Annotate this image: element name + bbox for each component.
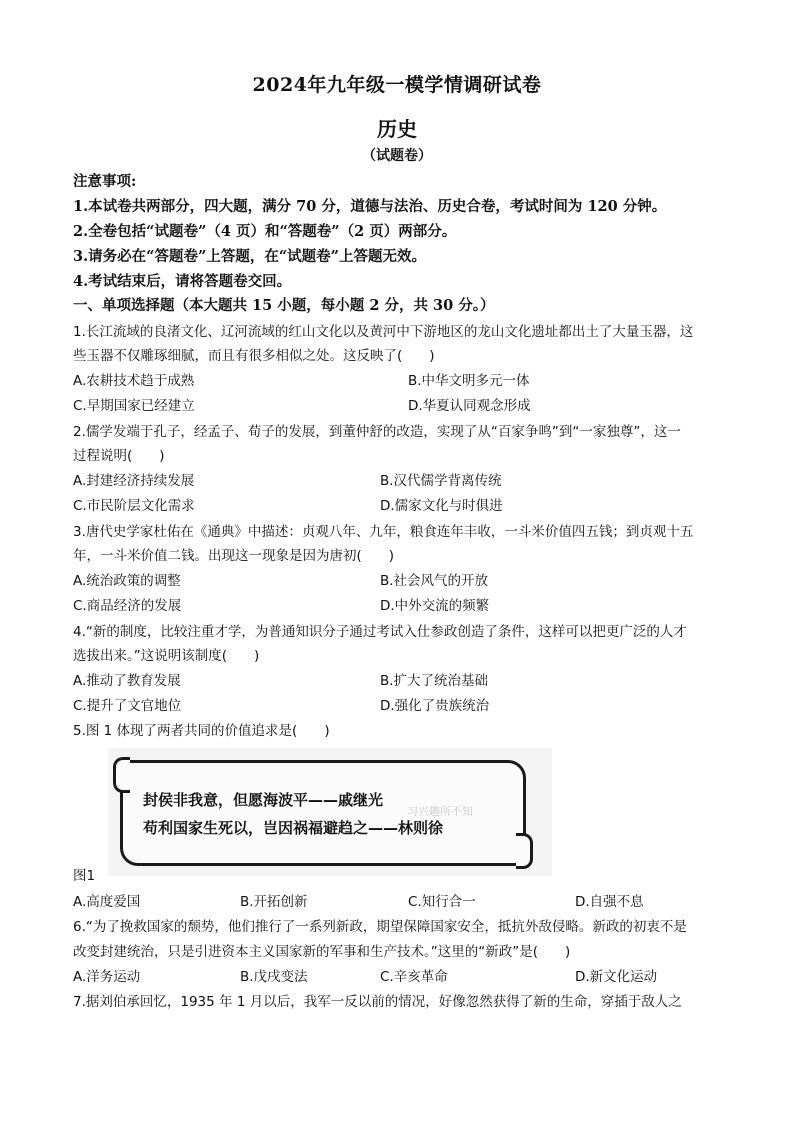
exam-title: 2024年九年级一模学情调研试卷 [252, 74, 542, 96]
option-c[interactable]: C.辛亥革命 [380, 969, 448, 985]
figure-1-scroll-image [108, 748, 552, 876]
option-c[interactable]: C.提升了文官地位 [73, 698, 182, 714]
option-a[interactable]: A.高度爱国 [73, 894, 141, 910]
question-text: 些玉器不仅雕琢细腻，而且有很多相似之处。这反映了( ) [73, 348, 435, 364]
question-text: 5.图 1 体现了两者共同的价值追求是( ) [73, 723, 330, 739]
figure-caption: 图1 [73, 868, 96, 884]
paper-type: （试题卷） [362, 148, 432, 164]
option-d[interactable]: D.华夏认同观念形成 [408, 398, 531, 414]
option-d[interactable]: D.自强不息 [575, 894, 644, 910]
option-b[interactable]: B.社会风气的开放 [380, 573, 489, 589]
question-text: 1.长江流域的良渚文化、辽河流域的红山文化以及黄河中下游地区的龙山文化遗址都出土了大量玉器，这 [73, 324, 694, 340]
option-d[interactable]: D.儒家文化与时俱进 [380, 498, 503, 514]
question-text: 6.“为了挽救国家的颓势，他们推行了一系列新政，期望保障国家安全，抵抗外敌侵略。新政的初衷不是 [73, 919, 687, 935]
option-c[interactable]: C.商品经济的发展 [73, 598, 182, 614]
option-c[interactable]: C.早期国家已经建立 [73, 398, 195, 414]
option-a[interactable]: A.农耕技术趋于成熟 [73, 373, 195, 389]
option-a[interactable]: A.封建经济持续发展 [73, 473, 195, 489]
note-item: 2.全卷包括“试题卷”（4 页）和“答题卷”（2 页）两部分。 [73, 223, 457, 240]
notes-heading: 注意事项: [73, 173, 137, 190]
question-text: 改变封建统治，只是引进资本主义国家新的军事和生产技术。”这里的“新政”是( ) [73, 944, 571, 960]
figure-quote-2: 苟利国家生死以，岂因祸福避趋之——林则徐 [143, 819, 444, 837]
option-c[interactable]: C.知行合一 [408, 894, 476, 910]
option-b[interactable]: B.开拓创新 [240, 894, 308, 910]
question-text: 4.“新的制度，比较注重才学，为普通知识分子通过考试入仕参政创造了条件，这样可以把更广泛的人才 [73, 624, 687, 640]
question-text: 选拔出来。”这说明该制度( ) [73, 648, 260, 664]
option-d[interactable]: D.中外交流的频繁 [380, 598, 490, 614]
option-b[interactable]: B.汉代儒学背离传统 [380, 473, 502, 489]
question-text: 过程说明( ) [73, 448, 165, 464]
question-text: 3.唐代史学家杜佑在《通典》中描述：贞观八年、九年，粮食连年丰收，一斗米价值四五钱；到贞观十五 [73, 524, 694, 540]
option-c[interactable]: C.市民阶层文化需求 [73, 498, 195, 514]
note-item: 1.本试卷共两部分，四大题，满分 70 分，道德与法治、历史合卷，考试时间为 120 分钟。 [73, 198, 667, 215]
question-text: 2.儒学发端于孔子，经孟子、荀子的发展，到董仲舒的改造，实现了从“百家争鸣”到“一家独尊”，这一 [73, 424, 681, 440]
option-b[interactable]: B.中华文明多元一体 [408, 373, 530, 389]
option-d[interactable]: D.新文化运动 [575, 969, 658, 985]
option-a[interactable]: A.统治政策的调整 [73, 573, 181, 589]
option-b[interactable]: B.扩大了统治基础 [380, 673, 489, 689]
note-item: 4.考试结束后，请将答题卷交回。 [73, 273, 292, 290]
option-d[interactable]: D.强化了贵族统治 [380, 698, 490, 714]
subject-title: 历史 [377, 117, 417, 141]
option-a[interactable]: A.洋务运动 [73, 969, 141, 985]
figure-quote-1: 封侯非我意，但愿海波平——戚继光 [143, 791, 384, 809]
question-text: 年，一斗米价值二钱。出现这一现象是因为唐初( ) [73, 548, 395, 564]
option-b[interactable]: B.戊戌变法 [240, 969, 308, 985]
note-item: 3.请务必在“答题卷”上答题，在“试题卷”上答题无效。 [73, 248, 426, 265]
scroll-frame [120, 760, 526, 866]
option-a[interactable]: A.推动了教育发展 [73, 673, 181, 689]
question-text: 7.据刘伯承回忆，1935 年 1 月以后，我军一反以前的情况，好像忽然获得了新的生命，穿插于敌人之 [73, 994, 682, 1010]
section-heading: 一、单项选择题（本大题共 15 小题，每小题 2 分，共 30 分。） [73, 297, 495, 314]
figure-faint-text: 习兴趣所不知 [407, 805, 473, 818]
